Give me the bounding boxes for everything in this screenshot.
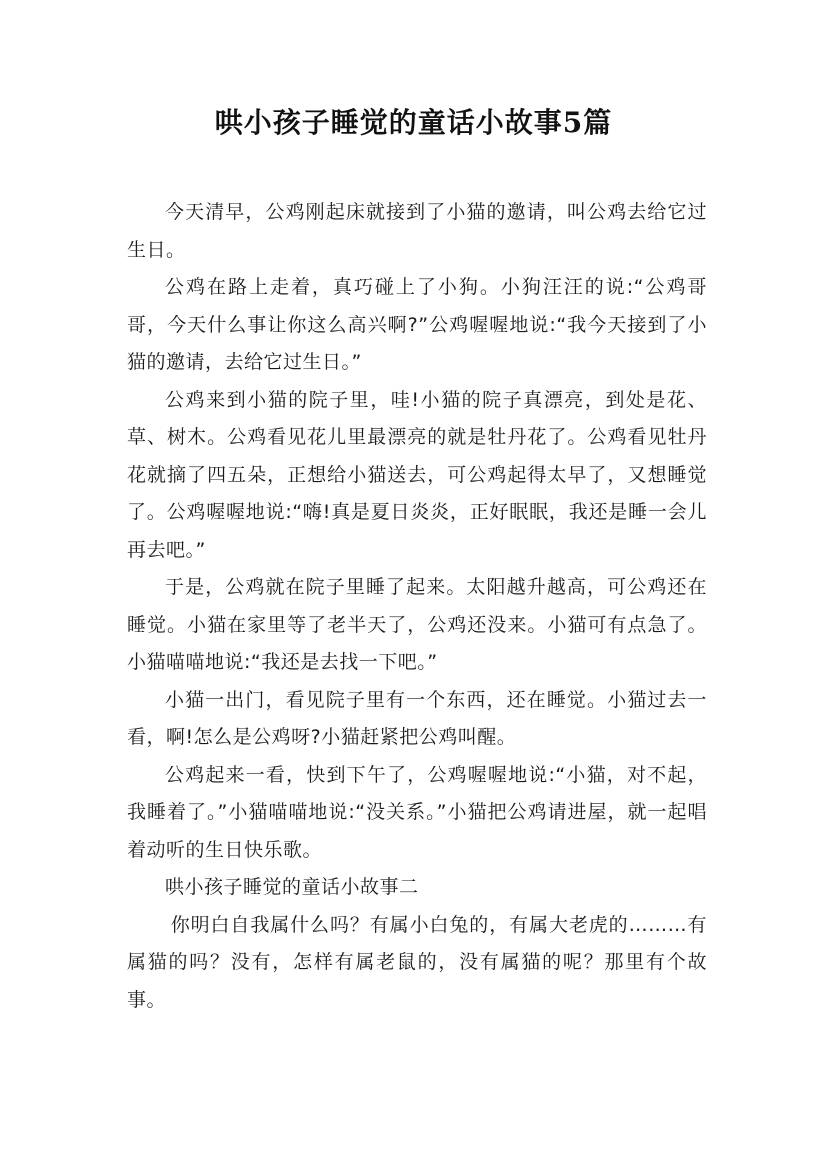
paragraph: 公鸡在路上走着，真巧碰上了小狗。小狗汪汪的说:“公鸡哥哥，今天什么事让你这么高兴啊?”公鸡喔喔地说:“我今天接到了小猫的邀请，去给它过生日。” bbox=[127, 276, 707, 373]
paragraph: 今天清早，公鸡刚起床就接到了小猫的邀请，叫公鸡去给它过生日。 bbox=[127, 201, 707, 261]
paragraph: 你明白自我属什么吗？有属小白兔的，有属大老虎的………有属猫的吗？没有，怎样有属老鼠的，没有属猫的呢？那里有个故事。 bbox=[127, 913, 707, 1011]
section-heading: 哄小孩子睡觉的童话小故事二 bbox=[165, 876, 419, 898]
paragraph: 小猫一出门，看见院子里有一个东西，还在睡觉。小猫过去一看，啊!怎么是公鸡呀?小猫赶紧把公鸡叫醒。 bbox=[127, 688, 707, 748]
paragraph: 于是，公鸡就在院子里睡了起来。太阳越升越高，可公鸡还在睡觉。小猫在家里等了老半天了，公鸡还没来。小猫可有点急了。小猫喵喵地说:“我还是去找一下吧。” bbox=[127, 576, 707, 673]
document-title: 哄小孩子睡觉的童话小故事5篇 bbox=[214, 106, 613, 139]
document-body bbox=[127, 194, 707, 1019]
paragraph: 公鸡来到小猫的院子里，哇!小猫的院子真漂亮，到处是花、草、树木。公鸡看见花儿里最漂亮的就是牡丹花了。公鸡看见牡丹花就摘了四五朵，正想给小猫送去，可公鸡起得太早了，又想睡觉了。公鸡喔喔地说:“嗨!真是夏日炎炎，正好眠眠，我还是睡一会儿再去吧。” bbox=[127, 388, 707, 561]
paragraph: 公鸡起来一看，快到下午了，公鸡喔喔地说:“小猫，对不起，我睡着了。”小猫喵喵地说:“没关系。”小猫把公鸡请进屋，就一起唱着动听的生日快乐歌。 bbox=[127, 763, 707, 861]
